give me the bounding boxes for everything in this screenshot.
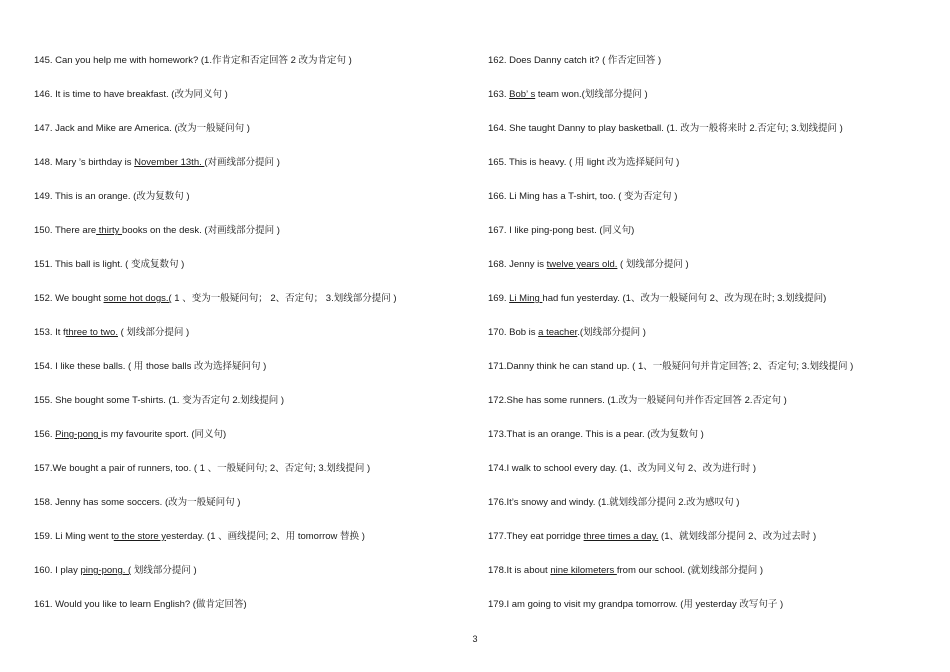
question-text: 148. Mary ’s birthday is [34, 157, 135, 168]
question-text: 163. [488, 89, 510, 100]
question-line [488, 85, 928, 119]
question-text: 1 、变为一般疑问句； 2、否定句； 3.划线部分提问 ) [171, 293, 397, 304]
question-line [488, 527, 928, 561]
question-line [488, 425, 928, 459]
question-text: (对画线部分提问 ) [204, 157, 280, 168]
question-line [488, 289, 928, 323]
question-text: 156. [34, 429, 56, 440]
underlined-text: November 13th. [134, 157, 205, 168]
underlined-text: some hot dogs.( [103, 293, 172, 304]
question-text: 153. It f [34, 327, 66, 338]
question-line [488, 391, 928, 425]
question-text: 173.That is an orange. This is a pear. (改为复数句 ) [488, 429, 704, 440]
underlined-text: nine kilometers [550, 565, 617, 576]
question-line [488, 119, 928, 153]
question-text: .(划线部分提问 ) [577, 327, 646, 338]
question-text: 160. I play [34, 565, 81, 576]
question-line [34, 119, 464, 153]
question-text: 159. Li Ming went t [34, 531, 114, 542]
question-line [34, 221, 464, 255]
page-number: 3 [472, 634, 478, 644]
question-line [488, 493, 928, 527]
question-line [34, 357, 464, 391]
question-text: 157.We bought a pair of runners, too. ( 1 、一般疑问句; 2、否定句; 3.划线提问 ) [34, 463, 371, 474]
underlined-text: a teacher [538, 327, 578, 338]
question-text: esterday. (1 、画线提问; 2、用 tomorrow 替换 ) [166, 531, 365, 542]
question-line [488, 561, 928, 595]
underlined-text: Ping-pong [55, 429, 102, 440]
question-text: 152. We bought [34, 293, 104, 304]
question-line [488, 255, 928, 289]
question-text: 166. Li Ming has a T-shirt, too. ( 变为否定句 ) [488, 191, 678, 202]
question-text: 165. This is heavy. ( 用 light 改为选择疑问句 ) [488, 157, 680, 168]
question-text: 146. It is time to have breakfast. (改为同义句 ) [34, 89, 228, 100]
underlined-text: Li Ming [509, 293, 543, 304]
question-text: 149. This is an orange. (改为复数句 ) [34, 191, 190, 202]
question-line [34, 289, 464, 323]
question-text: ( 划线部分提问 ) [617, 259, 689, 270]
question-text: ( 划线部分提问 ) [117, 327, 190, 338]
question-text: 147. Jack and Mike are America. (改为一般疑问句 ) [34, 123, 250, 134]
question-line [488, 323, 928, 357]
underlined-text: o the store y [113, 531, 167, 542]
underlined-text: ping-pong. ( [80, 565, 132, 576]
question-line [488, 357, 928, 391]
question-text: 170. Bob is [488, 327, 539, 338]
question-text: 145. Can you help me with homework? (1.作肯定和否定回答 2 改为肯定句 ) [34, 55, 352, 66]
underlined-text: Bob’ s [509, 89, 536, 100]
question-line [488, 221, 928, 255]
question-text: 154. I like these balls. ( 用 those balls 改为选择疑问句 ) [34, 361, 267, 372]
question-text: 169. [488, 293, 510, 304]
underlined-text: three to two. [65, 327, 118, 338]
question-text: 151. This ball is light. ( 变成复数句 ) [34, 259, 185, 270]
question-line [488, 51, 928, 85]
question-text: (1、就划线部分提问 2、改为过去时 ) [658, 531, 817, 542]
question-line [488, 187, 928, 221]
question-line [34, 153, 464, 187]
question-line [34, 323, 464, 357]
question-text: 179.I am going to visit my grandpa tomorrow. (用 yesterday 改写句子 ) [488, 599, 784, 610]
question-line [34, 493, 464, 527]
question-text: 168. Jenny is [488, 259, 547, 270]
question-text: team won.(划线部分提问 ) [535, 89, 648, 100]
question-text: 171.Danny think he can stand up. ( 1、一般疑问句并肯定回答; 2、否定句; 3.划线提问 ) [488, 361, 854, 372]
question-text: 158. Jenny has some soccers. (改为一般疑问句 ) [34, 497, 241, 508]
underlined-text: twelve years old. [546, 259, 618, 270]
question-text: 162. Does Danny catch it? ( 作否定回答 ) [488, 55, 662, 66]
question-text: 174.I walk to school every day. (1、改为同义句 2、改为进行时 ) [488, 463, 757, 474]
left-question-column [34, 51, 464, 629]
question-line [488, 595, 928, 629]
question-text: 167. I like ping-pong best. (同义句) [488, 225, 635, 236]
question-text: 177.They eat porridge [488, 531, 584, 542]
question-line [34, 51, 464, 85]
question-text: 176.It’s snowy and windy. (1.就划线部分提问 2.改为感叹句 ) [488, 497, 740, 508]
question-line [34, 425, 464, 459]
underlined-text: thirty [96, 225, 123, 236]
question-text: 172.She has some runners. (1.改为一般疑问句并作否定回答 2.否定句 ) [488, 395, 787, 406]
question-text: 150. There are [34, 225, 97, 236]
question-line [34, 255, 464, 289]
question-line [34, 527, 464, 561]
question-line [34, 561, 464, 595]
question-line [34, 595, 464, 629]
question-text: had fun yesterday. (1、改为一般疑问句 2、改为现在时; 3.划线提问) [542, 293, 827, 304]
question-line [34, 391, 464, 425]
question-line [488, 459, 928, 493]
question-text: 164. She taught Danny to play basketball. (1. 改为一般将来时 2.否定句; 3.划线提问 ) [488, 123, 843, 134]
underlined-text: three times a day. [583, 531, 659, 542]
question-text: 178.It is about [488, 565, 551, 576]
right-question-column [488, 51, 928, 629]
question-line [34, 187, 464, 221]
question-text: books on the desk. (对画线部分提问 ) [122, 225, 280, 236]
question-text: 155. She bought some T-shirts. (1. 变为否定句 2.划线提问 ) [34, 395, 285, 406]
question-line [34, 85, 464, 119]
question-text: is my favourite sport. (同义句) [101, 429, 227, 440]
question-text: 161. Would you like to learn English? (做肯定回答) [34, 599, 247, 610]
question-text: 划线部分提问 ) [131, 565, 197, 576]
question-line [34, 459, 464, 493]
question-text: from our school. (就划线部分提问 ) [616, 565, 764, 576]
question-line [488, 153, 928, 187]
